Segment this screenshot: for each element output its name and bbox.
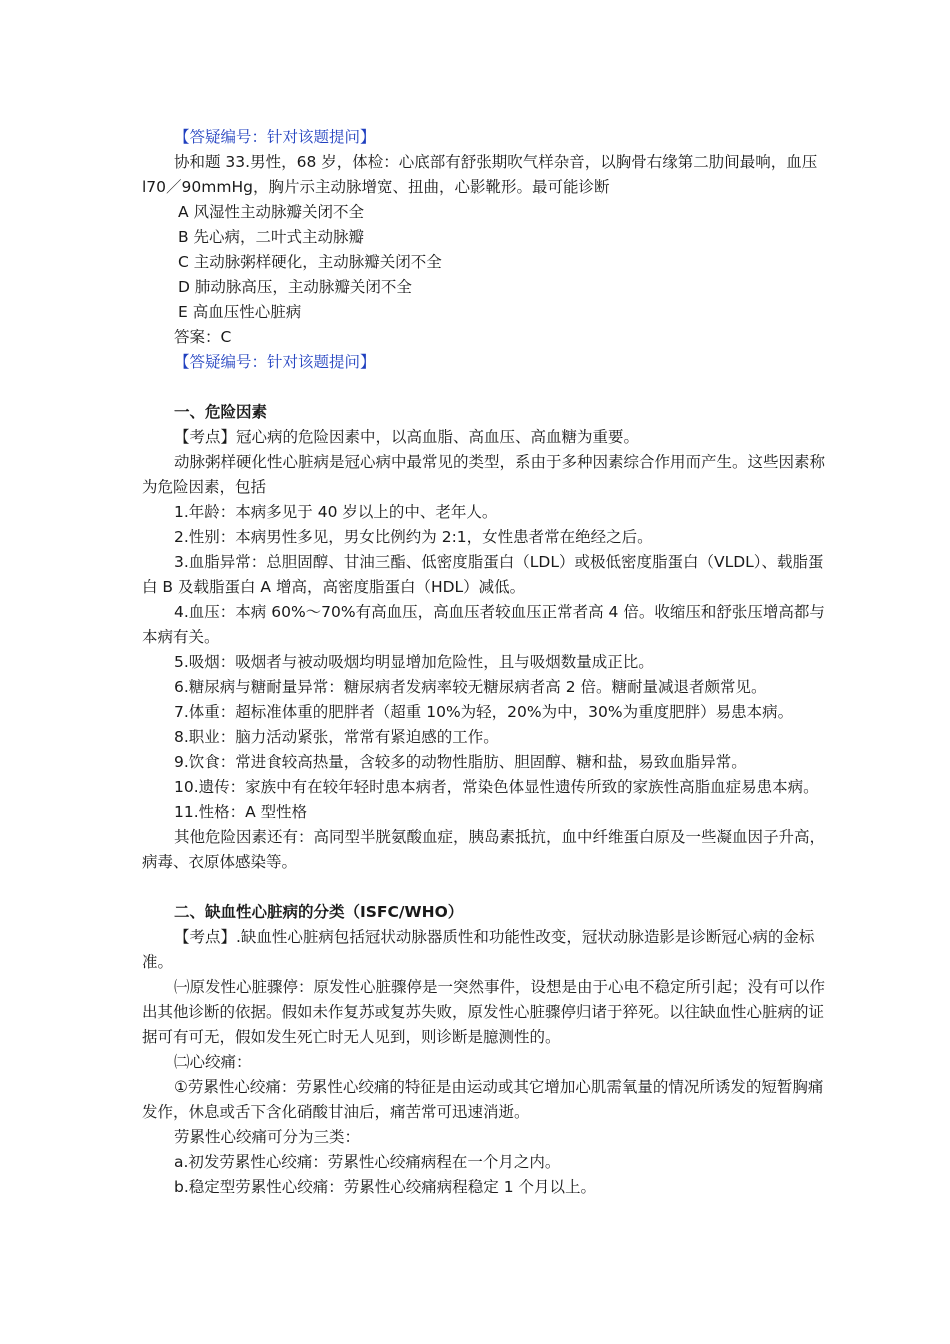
section2-paragraph: ㈠原发性心脏骤停：原发性心脏骤停是一突然事件，设想是由于心电不稳定所引起；没有可以作出其他诊断的依据。假如未作复苏或复苏失败，原发性心脏骤停归诸于猝死。以往缺血性心脏病的证据可有可无，假如发生死亡时无人见到，则诊断是臆测性的。 [142, 978, 826, 1046]
section1-other: 其他危险因素还有：高同型半胱氨酸血症，胰岛素抵抗，血中纤维蛋白原及一些凝血因子升高，病毒、衣原体感染等。 [142, 828, 826, 871]
section2-kaodian: 【考点】.缺血性心脏病包括冠状动脉器质性和功能性改变，冠状动脉造影是诊断冠心病的金标准。 [142, 928, 815, 971]
section1-kaodian: 【考点】冠心病的危险因素中，以高血脂、高血压、高血糖为重要。 [174, 428, 640, 446]
question-stem: 协和题 33.男性，68 岁，体检：心底部有舒张期吹气样杂音，以胸骨右缘第二肋间最响，血压 l70／90mmHg，胸片示主动脉增宽、扭曲，心影靴形。最可能诊断 [142, 153, 818, 196]
risk-item: 1.年龄：本病多见于 40 岁以上的中、老年人。 [174, 503, 498, 521]
risk-item: 5.吸烟：吸烟者与被动吸烟均明显增加危险性，且与吸烟数量成正比。 [174, 653, 654, 671]
option-d: D 肺动脉高压，主动脉瓣关闭不全 [178, 278, 412, 296]
section2-paragraph: 劳累性心绞痛可分为三类： [174, 1128, 361, 1146]
spacer [142, 875, 834, 900]
risk-item: 7.体重：超标准体重的肥胖者（超重 10%为轻，20%为中，30%为重度肥胖）易患本病。 [174, 703, 794, 721]
ask-question-link-top[interactable]: 【答疑编号：针对该题提问】 [174, 128, 376, 146]
option-c: C 主动脉粥样硬化，主动脉瓣关闭不全 [178, 253, 442, 271]
risk-item: 11.性格：A 型性格 [174, 803, 308, 821]
risk-item: 4.血压：本病 60%～70%有高血压，高血压者较血压正常者高 4 倍。收缩压和舒张压增高都与本病有关。 [142, 603, 825, 646]
ask-question-link-bottom[interactable]: 【答疑编号：针对该题提问】 [174, 353, 376, 371]
document-content [142, 125, 834, 1200]
section1-intro: 动脉粥样硬化性心脏病是冠心病中最常见的类型，系由于多种因素综合作用而产生。这些因素称为危险因素，包括 [142, 453, 826, 496]
risk-item: 2.性别：本病男性多见，男女比例约为 2:1，女性患者常在绝经之后。 [174, 528, 653, 546]
risk-item: 6.糖尿病与糖耐量异常：糖尿病者发病率较无糖尿病者高 2 倍。糖耐量减退者颇常见。 [174, 678, 767, 696]
spacer [142, 375, 834, 400]
risk-item: 10.遗传：家族中有在较年轻时患本病者，常染色体显性遗传所致的家族性高脂血症易患本病。 [174, 778, 819, 796]
option-e: E 高血压性心脏病 [178, 303, 302, 321]
answer: 答案：C [174, 328, 232, 346]
option-a: A 风湿性主动脉瓣关闭不全 [178, 203, 365, 221]
section2-paragraph: b.稳定型劳累性心绞痛：劳累性心绞痛病程稳定 1 个月以上。 [174, 1178, 596, 1196]
section2-paragraph: ①劳累性心绞痛：劳累性心绞痛的特征是由运动或其它增加心肌需氧量的情况所诱发的短暂胸痛发作，休息或舌下含化硝酸甘油后，痛苦常可迅速消逝。 [142, 1078, 824, 1121]
risk-item: 9.饮食：常进食较高热量，含较多的动物性脂肪、胆固醇、糖和盐，易致血脂异常。 [174, 753, 747, 771]
section2-paragraph: a.初发劳累性心绞痛：劳累性心绞痛病程在一个月之内。 [174, 1153, 561, 1171]
risk-item: 3.血脂异常：总胆固醇、甘油三酯、低密度脂蛋白（LDL）或极低密度脂蛋白（VLDL）、载脂蛋白 B 及载脂蛋白 A 增高，高密度脂蛋白（HDL）减低。 [142, 553, 824, 596]
section1-heading: 一、危险因素 [174, 403, 268, 421]
option-b: B 先心病，二叶式主动脉瓣 [178, 228, 365, 246]
section2-paragraph: ㈡心绞痛： [174, 1053, 252, 1071]
risk-item: 8.职业：脑力活动紧张，常常有紧迫感的工作。 [174, 728, 499, 746]
section2-heading: 二、缺血性心脏病的分类（ISFC/WHO） [174, 903, 464, 921]
